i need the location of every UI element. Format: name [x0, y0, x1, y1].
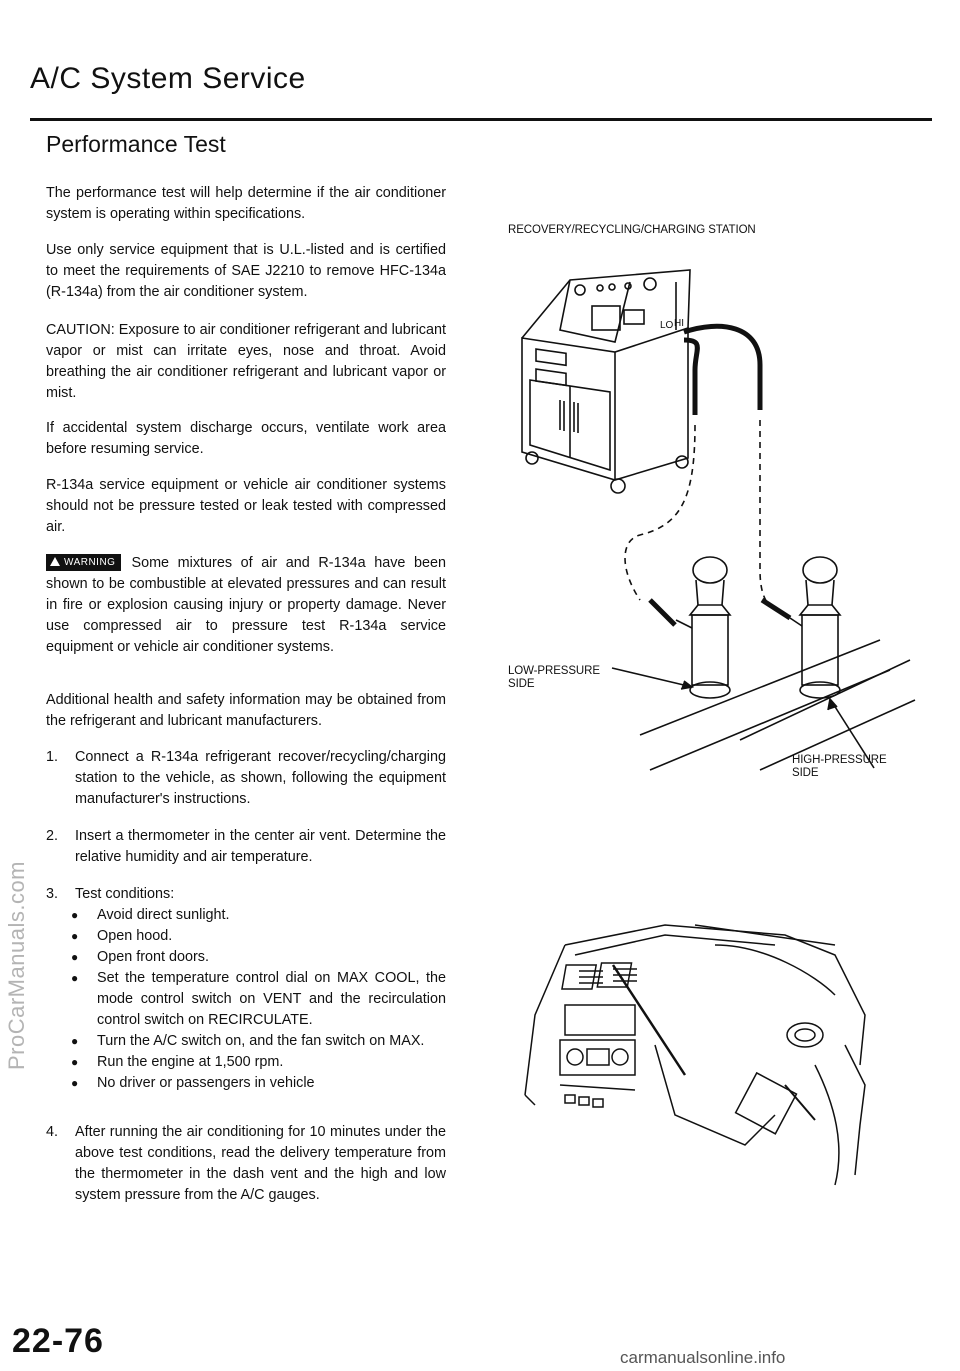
page-number: 22-76 [12, 1322, 104, 1360]
low-pressure-label-line2: SIDE [508, 678, 535, 690]
thermometer-icon [613, 965, 815, 1120]
equipment-text: Use only service equipment that is U.L.-listed and is certified to meet the requirements of SAE J2210 to remove HFC-134a (R-134a) from the air conditioner system. [46, 242, 446, 300]
title-rule [30, 118, 932, 121]
list-item: ● Avoid direct sunlight. [97, 905, 446, 926]
step-number: 3. [46, 886, 59, 902]
list-item: ● No driver or passengers in vehicle [97, 1073, 446, 1094]
step-1 [46, 747, 446, 810]
step-2 [46, 826, 446, 868]
warning-paragraph [46, 553, 446, 658]
step-text: Insert a thermometer in the center air vent. Determine the relative humidity and air temperature. [75, 828, 446, 865]
step-number: 2. [46, 828, 59, 844]
low-pressure-arrowhead [681, 681, 692, 689]
section-title: Performance Test [46, 131, 226, 157]
intro-text: The performance test will help determine if the air conditioner system is operating within specifications. [46, 185, 446, 222]
list-item: ● Set the temperature control dial on MAX COOL, the mode control switch on VENT and the recirculation control switch on RECIRCULATE. [97, 968, 446, 1031]
high-pressure-label-line2: SIDE [792, 767, 819, 779]
step-4 [46, 1122, 446, 1206]
step-2-text [46, 826, 446, 868]
warning-text: Some mixtures of air and R-134a have been shown to be combustible at elevated pressures and can result in fire or explosion causing injury or property damage. Never use compressed air to pressure test R-134a service equipment or vehicle air conditioner systems. [46, 555, 446, 655]
step-text: Connect a R-134a refrigerant recover/recycling/charging station to the vehicle, as shown, following the equipment manufacturer's instructions. [75, 749, 446, 807]
dashboard-thermometer-illustration [515, 915, 890, 1195]
dashboard-outline [525, 925, 865, 1185]
conditions-list [46, 905, 446, 1094]
warning-body [46, 553, 446, 658]
step-4-text [46, 1122, 446, 1206]
warning-badge [46, 554, 121, 571]
health-text: Additional health and safety information may be obtained from the refrigerant and lubricant manufacturers. [46, 692, 446, 729]
step-3 [46, 884, 446, 1094]
vehicle-refrigerant-lines [640, 640, 915, 770]
caution-paragraph [46, 320, 446, 404]
center-console-controls [560, 1005, 635, 1107]
health-paragraph [46, 690, 446, 732]
gauge-hi-label: HI [674, 318, 684, 329]
charging-station-cart [522, 270, 690, 493]
page-title: A/C System Service [30, 62, 306, 95]
low-pressure-label-line1: LOW-PRESSURE [508, 665, 600, 677]
pressure-note-paragraph [46, 475, 446, 538]
station-label: RECOVERY/RECYCLING/CHARGING STATION [508, 224, 756, 236]
high-pressure-coupler [790, 557, 840, 698]
intro-paragraph [46, 183, 446, 225]
discharge-text: If accidental system discharge occurs, ventilate work area before resuming service. [46, 420, 446, 457]
low-pressure-coupler [676, 557, 730, 698]
pressure-note-text: R-134a service equipment or vehicle air conditioner systems should not be pressure tested or leak tested with compressed air. [46, 477, 446, 535]
step-3-text [46, 884, 446, 905]
footer-site: carmanualsonline.info [620, 1348, 786, 1367]
step-1-text [46, 747, 446, 810]
high-pressure-label-line1: HIGH-PRESSURE [792, 754, 887, 766]
list-item: ● Run the engine at 1,500 rpm. [97, 1052, 446, 1073]
list-item: ● Open front doors. [97, 947, 446, 968]
step-number: 4. [46, 1124, 59, 1140]
step-number: 1. [46, 749, 59, 765]
gauge-lo-label: LO [660, 320, 674, 331]
warning-badge-label: WARNING [64, 557, 116, 568]
low-pressure-leader [612, 668, 688, 686]
side-vent [787, 1023, 823, 1047]
list-item: ● Open hood. [97, 926, 446, 947]
step-text: After running the air conditioning for 10 minutes under the above test conditions, read the delivery temperature from the thermometer in the dash vent and the high and low system pressure from the A/C gauges. [75, 1124, 446, 1203]
step-text: Test conditions: [75, 886, 175, 902]
caution-text: CAUTION: Exposure to air conditioner refrigerant and lubricant vapor or mist can irritate eyes, nose and throat. Avoid breathing the air conditioner refrigerant and lubricant vapor or mist. [46, 322, 446, 401]
list-item: ● Turn the A/C switch on, and the fan switch on MAX. [97, 1031, 446, 1052]
equipment-paragraph [46, 240, 446, 303]
discharge-paragraph [46, 418, 446, 460]
watermark: ProCarManuals.com [4, 860, 29, 1070]
charging-station-illustration [500, 240, 920, 780]
warning-triangle-icon [50, 557, 60, 566]
